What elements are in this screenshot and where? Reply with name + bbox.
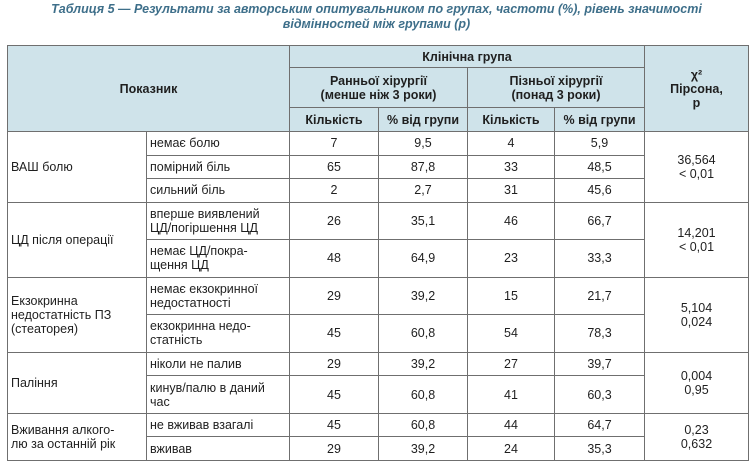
late-percent-cell: 39,7 xyxy=(555,352,645,376)
row-label: немає ЦД/покра- щення ЦД xyxy=(147,240,290,278)
early-percent-cell: 39,2 xyxy=(379,437,468,461)
clinical-group-header: Клінічна група xyxy=(290,46,645,68)
early-surgery-title: Ранньої хірургії xyxy=(329,73,428,88)
early-count-cell: 29 xyxy=(290,352,379,376)
results-table xyxy=(7,45,749,461)
early-surgery-header xyxy=(290,68,468,108)
late-count-cell: 23 xyxy=(468,240,555,278)
late-percent-cell: 35,3 xyxy=(555,437,645,461)
late-count-cell: 27 xyxy=(468,352,555,376)
row-label: помірний біль xyxy=(147,155,290,179)
late-count-cell: 4 xyxy=(468,132,555,156)
row-label: немає болю xyxy=(147,132,290,156)
row-label: екзокринна недо- статність xyxy=(147,315,290,353)
late-surgery-note: (понад 3 роки) xyxy=(511,87,601,102)
late-surgery-header xyxy=(468,68,645,108)
early-percent-header: % від групи xyxy=(379,108,468,132)
late-percent-cell: 5,9 xyxy=(555,132,645,156)
late-count-cell: 31 xyxy=(468,179,555,203)
early-count-cell: 45 xyxy=(290,413,379,437)
row-label: кинув/палю в даний час xyxy=(147,376,290,414)
caption-line-2: відмінностей між групами (p) xyxy=(282,17,471,31)
row-label: вживав xyxy=(147,437,290,461)
early-count-cell: 48 xyxy=(290,240,379,278)
early-percent-cell: 87,8 xyxy=(379,155,468,179)
early-count-cell: 29 xyxy=(290,437,379,461)
group-label-alcohol: Вживання алкого- лю за останній рік xyxy=(8,413,147,460)
group-label-exocrine: Екзокринна недостатність ПЗ (стеаторея) xyxy=(8,277,147,352)
chi-symbol: χ² xyxy=(690,67,703,82)
early-count-cell: 26 xyxy=(290,202,379,240)
late-count-cell: 54 xyxy=(468,315,555,353)
late-percent-cell: 60,3 xyxy=(555,376,645,414)
late-percent-cell: 45,6 xyxy=(555,179,645,203)
chi-square-header xyxy=(645,46,749,132)
early-percent-cell: 60,8 xyxy=(379,376,468,414)
early-count-cell: 45 xyxy=(290,376,379,414)
p-value-smoking: 0,004 0,95 xyxy=(645,352,749,413)
indicator-header: Показник xyxy=(8,46,290,132)
late-count-cell: 24 xyxy=(468,437,555,461)
chi-label-p: p xyxy=(692,95,701,110)
late-count-cell: 33 xyxy=(468,155,555,179)
p-value-exocrine: 5,104 0,024 xyxy=(645,277,749,352)
early-percent-cell: 39,2 xyxy=(379,277,468,315)
early-percent-cell: 64,9 xyxy=(379,240,468,278)
late-percent-cell: 78,3 xyxy=(555,315,645,353)
early-count-header: Кількість xyxy=(290,108,379,132)
row-label: не вживав взагалі xyxy=(147,413,290,437)
row-label: вперше виявлений ЦД/погіршення ЦД xyxy=(147,202,290,240)
early-count-cell: 45 xyxy=(290,315,379,353)
early-count-cell: 65 xyxy=(290,155,379,179)
early-percent-cell: 35,1 xyxy=(379,202,468,240)
early-count-cell: 2 xyxy=(290,179,379,203)
late-count-cell: 46 xyxy=(468,202,555,240)
chi-label-pearson: Пірсона, xyxy=(670,81,723,96)
late-count-cell: 15 xyxy=(468,277,555,315)
late-percent-cell: 66,7 xyxy=(555,202,645,240)
group-label-pain: ВАШ болю xyxy=(8,132,147,203)
row-label: немає екзокринної недостатності xyxy=(147,277,290,315)
late-percent-header: % від групи xyxy=(555,108,645,132)
late-surgery-title: Пізньої хірургії xyxy=(509,73,603,88)
table-caption xyxy=(0,2,753,32)
early-percent-cell: 2,7 xyxy=(379,179,468,203)
early-surgery-note: (менше ніж 3 роки) xyxy=(320,87,437,102)
row-label: ніколи не палив xyxy=(147,352,290,376)
early-percent-cell: 9,5 xyxy=(379,132,468,156)
early-percent-cell: 39,2 xyxy=(379,352,468,376)
early-percent-cell: 60,8 xyxy=(379,315,468,353)
late-percent-cell: 64,7 xyxy=(555,413,645,437)
group-label-diabetes: ЦД після операції xyxy=(8,202,147,277)
row-label: сильний біль xyxy=(147,179,290,203)
late-count-cell: 44 xyxy=(468,413,555,437)
late-percent-cell: 48,5 xyxy=(555,155,645,179)
early-count-cell: 7 xyxy=(290,132,379,156)
late-percent-cell: 21,7 xyxy=(555,277,645,315)
late-percent-cell: 33,3 xyxy=(555,240,645,278)
p-value-diabetes: 14,201 < 0,01 xyxy=(645,202,749,277)
early-percent-cell: 60,8 xyxy=(379,413,468,437)
p-value-alcohol: 0,23 0,632 xyxy=(645,413,749,460)
early-count-cell: 29 xyxy=(290,277,379,315)
late-count-header: Кількість xyxy=(468,108,555,132)
p-value-pain: 36,564 < 0,01 xyxy=(645,132,749,203)
caption-line-1: Таблиця 5 — Результати за авторським опитувальником по групах, частоти (%), рівень значимості xyxy=(51,2,702,16)
late-count-cell: 41 xyxy=(468,376,555,414)
group-label-smoking: Паління xyxy=(8,352,147,413)
